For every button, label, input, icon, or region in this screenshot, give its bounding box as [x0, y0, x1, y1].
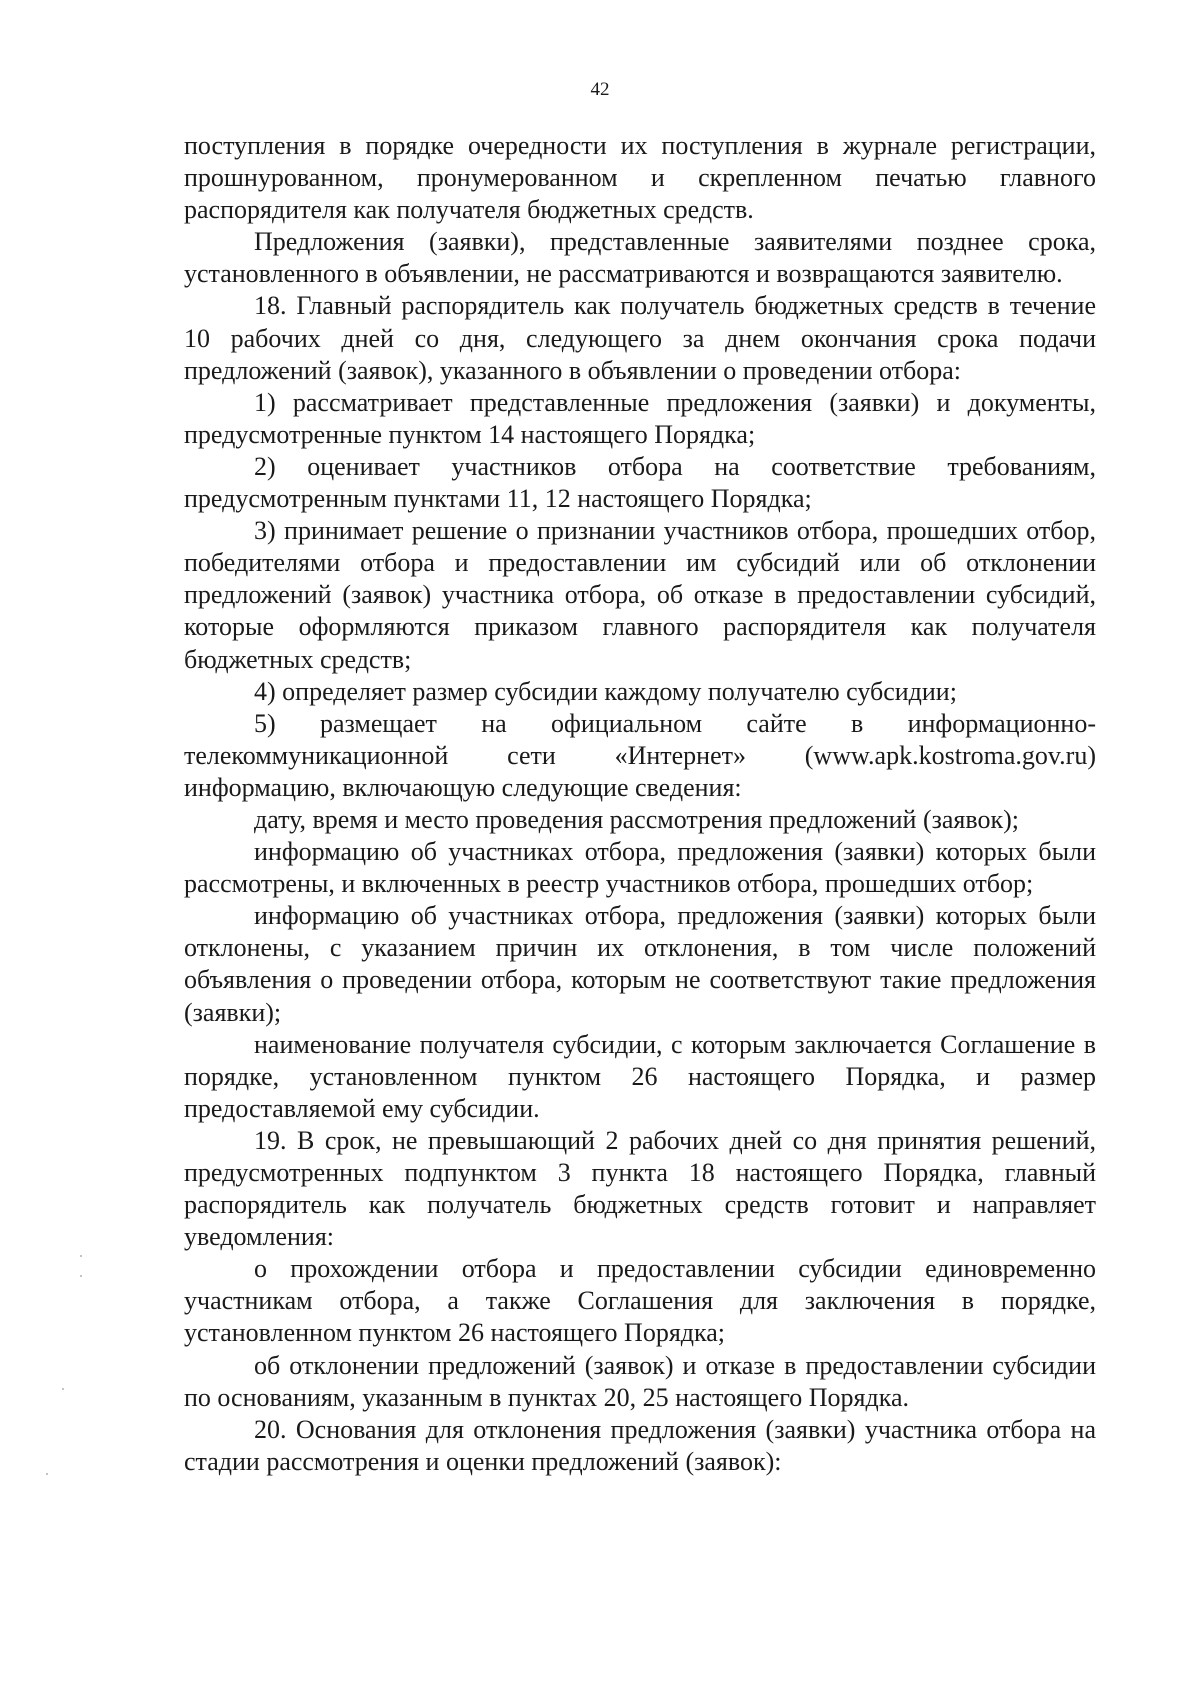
paragraph: 1) рассматривает представленные предложения (заявки) и документы, предусмотренные пунктом 14 настоящего Порядка; [184, 387, 1096, 449]
scan-speck [46, 1473, 48, 1475]
paragraph: 18. Главный распорядитель как получатель бюджетных средств в течение 10 рабочих дней со дня, следующего за днем окончания срока подачи предложений (заявок), указанного в объявлении о проведении отбора: [184, 291, 1096, 385]
scan-speck [62, 1388, 64, 1390]
paragraph: 4) определяет размер субсидии каждому получателю субсидии; [254, 676, 957, 706]
paragraph: наименование получателя субсидии, с которым заключается Соглашение в порядке, установленном пунктом 26 настоящего Порядка, и размер предоставляемой ему субсидии. [184, 1029, 1096, 1123]
paragraph: поступления в порядке очередности их поступления в журнале регистрации, прошнурованном, пронумерованном и скрепленном печатью главного распорядителя как получателя бюджетных средств. [184, 131, 1096, 225]
paragraph: Предложения (заявки), представленные заявителями позднее срока, установленного в объявлении, не рассматриваются и возвращаются заявителю. [184, 227, 1096, 289]
paragraph: информацию об участниках отбора, предложения (заявки) которых были рассмотрены, и включенных в реестр участников отбора, прошедших отбор; [184, 837, 1096, 899]
paragraph: 5) размещает на официальном сайте в информационно-телекоммуникационной сети «Интернет» (www.apk.kostroma.gov.ru) информацию, включающую следующие сведения: [184, 708, 1096, 802]
scan-speck [80, 1275, 82, 1277]
paragraph: 3) принимает решение о признании участников отбора, прошедших отбор, победителями отбора и предоставлении им субсидий или об отклонении предложений (заявок) участника отбора, об отказе в предоставлении субсидий, которые оформляются приказом главного распорядителя как получателя бюджетных средств; [184, 516, 1096, 674]
paragraph: дату, время и место проведения рассмотрения предложений (заявок); [254, 804, 1019, 834]
paragraph: информацию об участниках отбора, предложения (заявки) которых были отклонены, с указанием причин их отклонения, в том числе положений объявления о проведении отбора, которым не соответствуют такие предложения (заявки); [184, 901, 1096, 1027]
paragraph: 20. Основания для отклонения предложения (заявки) участника отбора на стадии рассмотрения и оценки предложений (заявок): [184, 1414, 1096, 1476]
document-body [184, 130, 1096, 1478]
paragraph: о прохождении отбора и предоставлении субсидии единовременно участникам отбора, а также Соглашения для заключения в порядке, установленном пунктом 26 настоящего Порядка; [184, 1254, 1096, 1348]
scan-speck [80, 1255, 82, 1257]
paragraph: об отклонении предложений (заявок) и отказе в предоставлении субсидии по основаниям, указанным в пунктах 20, 25 настоящего Порядка. [184, 1350, 1096, 1412]
paragraph: 19. В срок, не превышающий 2 рабочих дней со дня принятия решений, предусмотренных подпунктом 3 пункта 18 настоящего Порядка, главный распорядитель как получатель бюджетных средств готовит и направляет уведомления: [184, 1125, 1096, 1252]
paragraph: 2) оценивает участников отбора на соответствие требованиям, предусмотренным пунктами 11, 12 настоящего Порядка; [184, 451, 1096, 514]
page-number: 42 [590, 79, 610, 100]
